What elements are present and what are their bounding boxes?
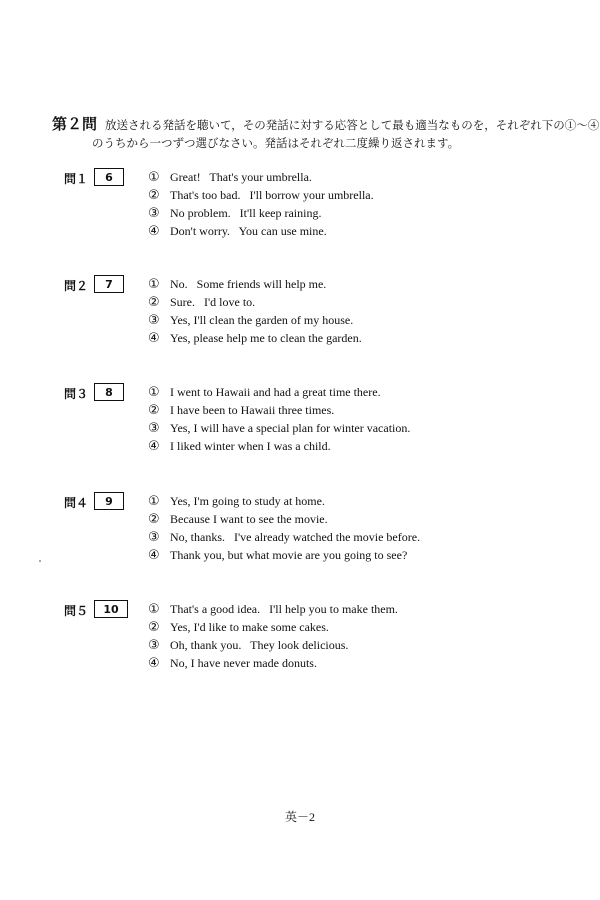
- option-number: ①: [148, 385, 160, 400]
- option-text: No problem. It'll keep raining.: [170, 206, 322, 220]
- instruction-line-2: のうちから一つずつ選びなさい。発話はそれぞれ二度繰り返されます。: [92, 138, 460, 150]
- option-text: No, I have never made donuts.: [170, 656, 317, 670]
- option-number: ④: [148, 439, 160, 454]
- option-4: [148, 331, 362, 349]
- option-3: [148, 313, 362, 331]
- option-text: Because I want to see the movie.: [170, 512, 328, 526]
- option-list: [148, 170, 374, 242]
- option-text: Yes, I'd like to make some cakes.: [170, 620, 329, 634]
- section-header: [52, 115, 600, 153]
- option-text: That's too bad. I'll borrow your umbrella.: [170, 188, 374, 202]
- option-number: ④: [148, 656, 160, 671]
- option-number: ②: [148, 403, 160, 418]
- stray-mark: [39, 560, 41, 562]
- option-2: [148, 403, 410, 421]
- option-text: Yes, please help me to clean the garden.: [170, 331, 362, 345]
- option-list: [148, 277, 362, 349]
- option-text: Thank you, but what movie are you going to see?: [170, 548, 408, 562]
- option-number: ①: [148, 277, 160, 292]
- option-text: Yes, I'll clean the garden of my house.: [170, 313, 354, 327]
- option-number: ②: [148, 620, 160, 635]
- page-number: 英－2: [284, 810, 315, 824]
- answer-box: 8: [94, 383, 124, 401]
- option-2: [148, 512, 420, 530]
- answer-box: 6: [94, 168, 124, 186]
- option-4: [148, 439, 410, 457]
- instruction-line-1: 放送される発話を聴いて，その発話に対する応答として最も適当なものを，それぞれ下の①～④: [105, 120, 600, 132]
- option-1: [148, 277, 362, 295]
- question-label: 問１: [64, 172, 89, 186]
- answer-box: 9: [94, 492, 124, 510]
- option-list: [148, 602, 398, 674]
- option-number: ③: [148, 638, 160, 653]
- option-number: ①: [148, 494, 160, 509]
- option-text: I liked winter when I was a child.: [170, 439, 331, 453]
- option-1: [148, 170, 374, 188]
- section-title: 第２問: [52, 115, 98, 133]
- option-3: [148, 638, 398, 656]
- question-label: 問４: [64, 496, 89, 510]
- option-list: [148, 494, 420, 566]
- question-label: 問２: [64, 279, 89, 293]
- question-label: 問５: [64, 604, 89, 618]
- option-text: That's a good idea. I'll help you to make them.: [170, 602, 398, 616]
- option-number: ①: [148, 602, 160, 617]
- option-1: [148, 494, 420, 512]
- option-3: [148, 206, 374, 224]
- option-number: ③: [148, 421, 160, 436]
- option-number: ②: [148, 295, 160, 310]
- option-3: [148, 421, 410, 439]
- answer-box: 10: [94, 600, 128, 618]
- option-number: ③: [148, 206, 160, 221]
- option-text: Sure. I'd love to.: [170, 295, 256, 309]
- option-1: [148, 385, 410, 403]
- option-text: Oh, thank you. They look delicious.: [170, 638, 349, 652]
- option-text: No. Some friends will help me.: [170, 277, 327, 291]
- option-text: Don't worry. You can use mine.: [170, 224, 327, 238]
- option-2: [148, 620, 398, 638]
- option-number: ④: [148, 548, 160, 563]
- option-list: [148, 385, 410, 457]
- option-2: [148, 188, 374, 206]
- option-number: ②: [148, 188, 160, 203]
- option-text: Yes, I'm going to study at home.: [170, 494, 325, 508]
- option-4: [148, 656, 398, 674]
- option-number: ④: [148, 331, 160, 346]
- option-number: ③: [148, 313, 160, 328]
- option-number: ②: [148, 512, 160, 527]
- option-number: ③: [148, 530, 160, 545]
- option-text: Great! That's your umbrella.: [170, 170, 312, 184]
- option-1: [148, 602, 398, 620]
- option-4: [148, 224, 374, 242]
- option-number: ①: [148, 170, 160, 185]
- option-number: ④: [148, 224, 160, 239]
- answer-box: 7: [94, 275, 124, 293]
- option-text: Yes, I will have a special plan for winter vacation.: [170, 421, 411, 435]
- option-2: [148, 295, 362, 313]
- question-label: 問３: [64, 387, 89, 401]
- option-3: [148, 530, 420, 548]
- option-text: No, thanks. I've already watched the movie before.: [170, 530, 421, 544]
- option-text: I went to Hawaii and had a great time there.: [170, 385, 381, 399]
- option-text: I have been to Hawaii three times.: [170, 403, 335, 417]
- option-4: [148, 548, 420, 566]
